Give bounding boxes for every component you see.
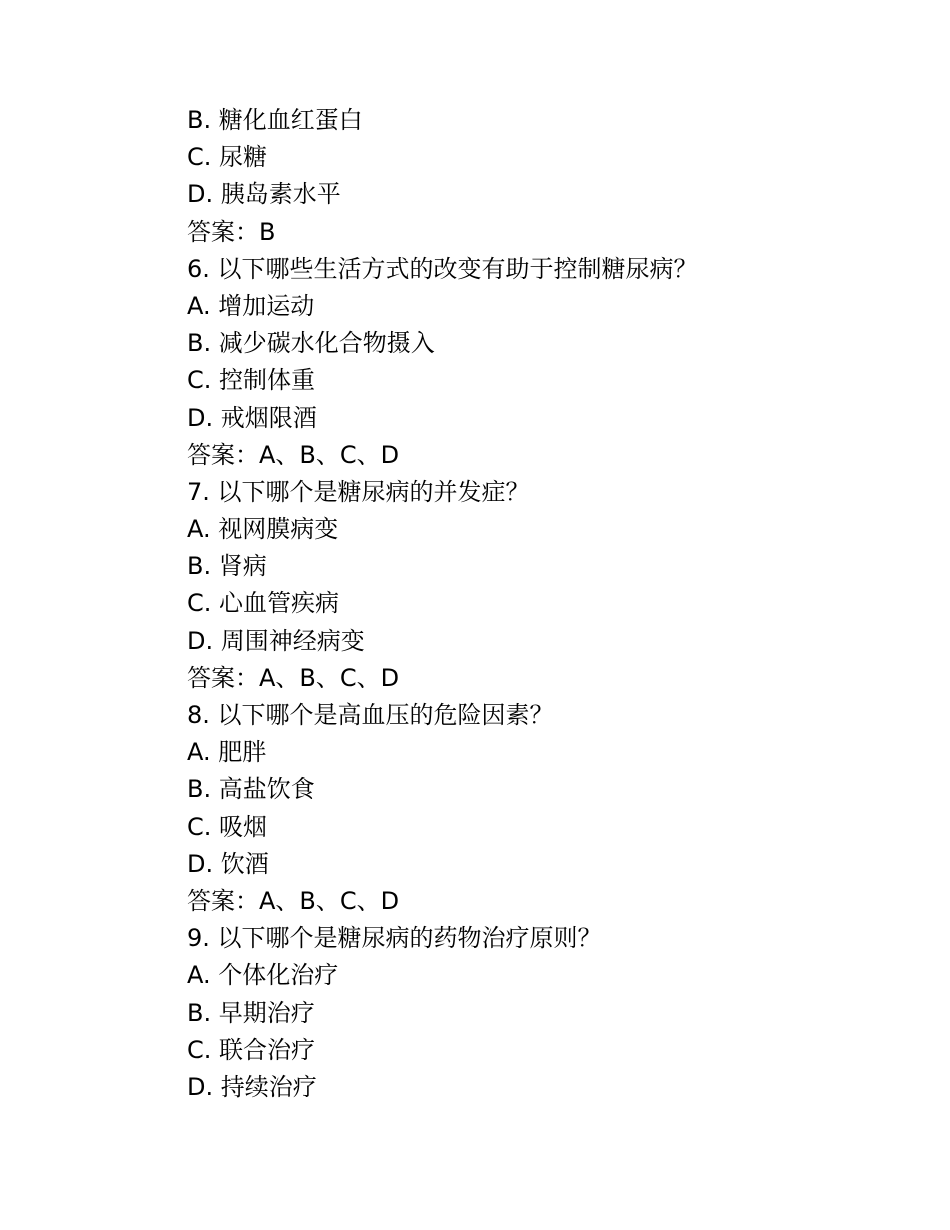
option-c-q7: C. 心血管疾病: [187, 589, 340, 618]
option-b-q5: B. 糖化血红蛋白: [187, 106, 363, 134]
option-a-q6: A. 增加运动: [187, 291, 315, 320]
option-a-q8: A. 肥胖: [187, 738, 267, 767]
answer-q8: 答案：A、B、C、D: [187, 886, 400, 915]
question-6: 6. 以下哪些生活方式的改变有助于控制糖尿病？: [187, 254, 698, 283]
document-body: [187, 102, 887, 1106]
option-d-q5: D. 胰岛素水平: [187, 180, 341, 209]
question-7: 7. 以下哪个是糖尿病的并发症？: [187, 477, 530, 506]
option-a-q9: A. 个体化治疗: [187, 961, 339, 990]
option-d-q7: D. 周围神经病变: [187, 626, 365, 655]
option-c-q5: C. 尿糖: [187, 143, 268, 172]
option-c-q8: C. 吸烟: [187, 812, 268, 841]
option-b-q7: B. 肾病: [187, 552, 267, 581]
answer-q5: 答案：B: [187, 217, 276, 246]
option-b-q9: B. 早期治疗: [187, 998, 315, 1027]
option-d-q8: D. 饮酒: [187, 849, 269, 878]
option-b-q8: B. 高盐饮食: [187, 775, 315, 804]
option-c-q9: C. 联合治疗: [187, 1035, 316, 1064]
question-9: 9. 以下哪个是糖尿病的药物治疗原则？: [187, 924, 602, 953]
option-c-q6: C. 控制体重: [187, 366, 316, 395]
question-8: 8. 以下哪个是高血压的危险因素？: [187, 701, 554, 729]
option-d-q9: D. 持续治疗: [187, 1072, 317, 1101]
answer-q7: 答案：A、B、C、D: [187, 663, 400, 692]
option-b-q6: B. 减少碳水化合物摄入: [187, 329, 435, 358]
option-d-q6: D. 戒烟限酒: [187, 403, 317, 432]
answer-q6: 答案：A、B、C、D: [187, 440, 400, 469]
option-a-q7: A. 视网膜病变: [187, 515, 339, 544]
